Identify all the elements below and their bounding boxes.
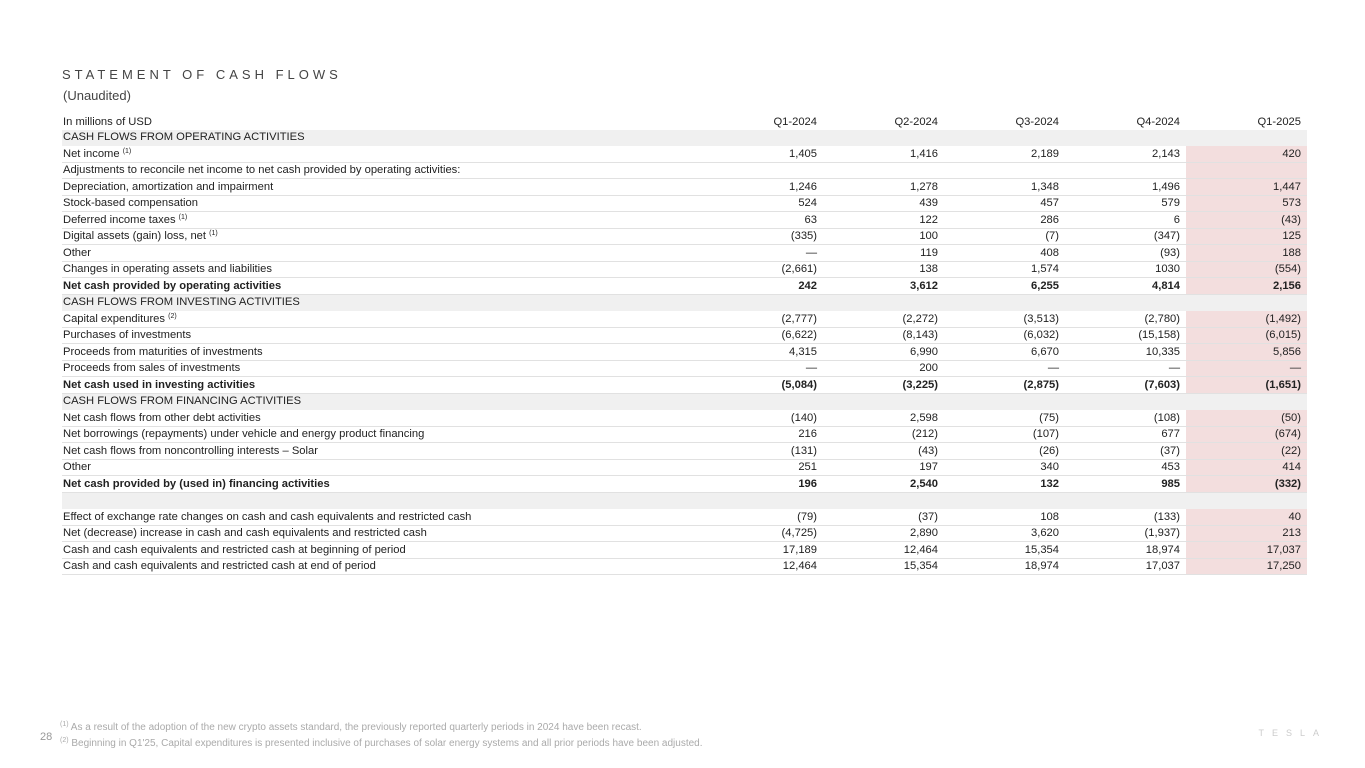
row-label xyxy=(62,261,702,278)
row-label xyxy=(62,393,702,410)
cell-value: 6 xyxy=(1065,212,1186,229)
cell-value: 524 xyxy=(702,195,823,212)
cell-value xyxy=(1186,393,1307,410)
cell-value: 1,416 xyxy=(823,146,944,163)
footnote-marker: (1) xyxy=(178,213,188,221)
row-label-text: Depreciation, amortization and impairment xyxy=(63,180,274,193)
row-label xyxy=(62,212,702,229)
row-label xyxy=(62,179,702,196)
row-label xyxy=(62,146,702,163)
row-label xyxy=(62,278,702,295)
cell-value: (131) xyxy=(702,443,823,460)
row-label xyxy=(62,130,702,146)
cell-value: (335) xyxy=(702,228,823,245)
cell-value: 122 xyxy=(823,212,944,229)
cell-value: (15,158) xyxy=(1065,327,1186,344)
cell-value: 1030 xyxy=(1065,261,1186,278)
cell-value: (6,622) xyxy=(702,327,823,344)
cell-value: 1,246 xyxy=(702,179,823,196)
cell-value: — xyxy=(702,360,823,377)
table-row xyxy=(62,327,1307,344)
row-label xyxy=(62,459,702,476)
cell-value: (79) xyxy=(702,509,823,526)
footnote-2 xyxy=(60,738,703,749)
cell-value: (1,651) xyxy=(1186,377,1307,394)
row-label-text: Proceeds from sales of investments xyxy=(63,362,241,374)
row-label-text: Net (decrease) increase in cash and cash equivalents and restricted cash xyxy=(63,527,427,539)
row-label-text: Adjustments to reconcile net income to net cash provided by operating activities: xyxy=(63,164,461,176)
cell-value: 10,335 xyxy=(1065,344,1186,361)
cell-value: 2,598 xyxy=(823,410,944,427)
row-label xyxy=(62,492,702,509)
footnote-text: As a result of the adoption of the new crypto assets standard, the previously reported quarterly periods in 2024 have been recast. xyxy=(70,722,642,733)
footnote-marker: (1) xyxy=(122,147,132,155)
row-label-text: Changes in operating assets and liabilities xyxy=(63,263,272,275)
cell-value: (332) xyxy=(1186,476,1307,493)
row-label-text: Net income xyxy=(63,147,120,160)
row-label xyxy=(62,426,702,443)
row-label-text: Purchases of investments xyxy=(63,329,192,341)
cell-value: (108) xyxy=(1065,410,1186,427)
cell-value: (5,084) xyxy=(702,377,823,394)
cell-value: (212) xyxy=(823,426,944,443)
column-header: Q2-2024 xyxy=(894,115,938,128)
cell-value: (347) xyxy=(1065,228,1186,245)
cell-value: (140) xyxy=(702,410,823,427)
cell-value: — xyxy=(1065,360,1186,377)
cell-value: 138 xyxy=(823,261,944,278)
row-label xyxy=(62,443,702,460)
cell-value: (6,015) xyxy=(1186,327,1307,344)
section-header-row xyxy=(62,294,1307,311)
table-row xyxy=(62,558,1307,575)
cell-value: 17,037 xyxy=(1065,558,1186,575)
table-row xyxy=(62,195,1307,212)
cell-value: (8,143) xyxy=(823,327,944,344)
cell-value: (4,725) xyxy=(702,525,823,542)
cell-value: 1,348 xyxy=(944,179,1065,196)
row-label xyxy=(62,311,702,328)
row-label xyxy=(62,410,702,427)
cell-value xyxy=(944,130,1065,146)
cell-value xyxy=(823,492,944,509)
cell-value: 2,156 xyxy=(1186,278,1307,295)
cell-value xyxy=(823,130,944,146)
cell-value xyxy=(1186,162,1307,179)
table-row xyxy=(62,509,1307,526)
cell-value: 100 xyxy=(823,228,944,245)
cell-value: 1,574 xyxy=(944,261,1065,278)
row-label-text: Net cash used in investing activities xyxy=(63,378,256,391)
cell-value: 108 xyxy=(944,509,1065,526)
cell-value: 408 xyxy=(944,245,1065,262)
cell-value: 18,974 xyxy=(944,558,1065,575)
cell-value: (2,272) xyxy=(823,311,944,328)
cell-value xyxy=(823,162,944,179)
cell-value xyxy=(1186,294,1307,311)
section-header-row xyxy=(62,393,1307,410)
cell-value: 18,974 xyxy=(1065,542,1186,559)
row-label-text: Other xyxy=(63,461,91,473)
cell-value: 63 xyxy=(702,212,823,229)
cell-value: 40 xyxy=(1186,509,1307,526)
cell-value xyxy=(1065,393,1186,410)
section-header-row xyxy=(62,130,1307,146)
cell-value: 677 xyxy=(1065,426,1186,443)
cell-value xyxy=(702,130,823,146)
cell-value: (22) xyxy=(1186,443,1307,460)
cell-value xyxy=(1065,162,1186,179)
row-label-text: Stock-based compensation xyxy=(63,197,198,209)
cell-value: 188 xyxy=(1186,245,1307,262)
row-label-text: Capital expenditures xyxy=(63,312,165,325)
cell-value: (1,937) xyxy=(1065,525,1186,542)
row-label-text: CASH FLOWS FROM OPERATING ACTIVITIES xyxy=(63,131,305,143)
row-label-text: Net cash provided by (used in) financing activities xyxy=(63,477,330,490)
unit-label: In millions of USD xyxy=(63,115,152,128)
row-label-text: Other xyxy=(63,246,91,259)
cell-value: (554) xyxy=(1186,261,1307,278)
cell-value: — xyxy=(702,245,823,262)
table-row xyxy=(62,179,1307,196)
cell-value: 1,405 xyxy=(702,146,823,163)
cell-value: 1,496 xyxy=(1065,179,1186,196)
row-label-text: Cash and cash equivalents and restricted cash at beginning of period xyxy=(63,543,406,556)
footnote-text: Beginning in Q1'25, Capital expenditures is presented inclusive of purchases of solar energy systems and all prior periods have been adjusted. xyxy=(71,738,703,749)
cell-value: 197 xyxy=(823,459,944,476)
cell-value: 17,189 xyxy=(702,542,823,559)
cell-value: 12,464 xyxy=(702,558,823,575)
row-label-text: Net cash flows from other debt activities xyxy=(63,411,261,424)
cell-value: 439 xyxy=(823,195,944,212)
table-row xyxy=(62,162,1307,179)
cell-value: 453 xyxy=(1065,459,1186,476)
cell-value: (43) xyxy=(1186,212,1307,229)
cell-value: — xyxy=(944,360,1065,377)
table-row xyxy=(62,542,1307,559)
cell-value: (6,032) xyxy=(944,327,1065,344)
cell-value: 457 xyxy=(944,195,1065,212)
row-label xyxy=(62,228,702,245)
cell-value: 6,670 xyxy=(944,344,1065,361)
cell-value: 251 xyxy=(702,459,823,476)
table-row xyxy=(62,311,1307,328)
cell-value xyxy=(1065,294,1186,311)
row-label xyxy=(62,162,702,179)
page-subtitle: (Unaudited) xyxy=(63,88,131,103)
cell-value: 216 xyxy=(702,426,823,443)
cell-value xyxy=(944,294,1065,311)
row-label xyxy=(62,294,702,311)
cell-value: (43) xyxy=(823,443,944,460)
table-row xyxy=(62,228,1307,245)
cell-value: (2,875) xyxy=(944,377,1065,394)
row-label-text: CASH FLOWS FROM INVESTING ACTIVITIES xyxy=(63,296,300,308)
column-header: Q3-2024 xyxy=(1015,115,1059,128)
cell-value: 15,354 xyxy=(823,558,944,575)
tesla-logo: TESLA xyxy=(1258,728,1327,738)
cell-value: 213 xyxy=(1186,525,1307,542)
cell-value xyxy=(702,294,823,311)
cell-value: 196 xyxy=(702,476,823,493)
cell-value: (37) xyxy=(823,509,944,526)
table-row xyxy=(62,410,1307,427)
table-row xyxy=(62,377,1307,394)
cell-value: (133) xyxy=(1065,509,1186,526)
cell-value xyxy=(1186,130,1307,146)
footnote-marker: (2) xyxy=(60,737,69,744)
cell-value xyxy=(944,393,1065,410)
cell-value: 12,464 xyxy=(823,542,944,559)
page-title: STATEMENT OF CASH FLOWS xyxy=(62,67,342,82)
cell-value: (2,777) xyxy=(702,311,823,328)
column-header: Q4-2024 xyxy=(1136,115,1180,128)
column-header: Q1-2024 xyxy=(773,115,817,128)
cell-value: 2,890 xyxy=(823,525,944,542)
cell-value: 4,814 xyxy=(1065,278,1186,295)
table-row xyxy=(62,212,1307,229)
cell-value: (50) xyxy=(1186,410,1307,427)
cell-value: 2,540 xyxy=(823,476,944,493)
cell-value: 2,189 xyxy=(944,146,1065,163)
cell-value xyxy=(702,162,823,179)
cell-value: 286 xyxy=(944,212,1065,229)
row-label-text: Digital assets (gain) loss, net xyxy=(63,230,207,242)
row-label-text: Net borrowings (repayments) under vehicle and energy product financing xyxy=(63,428,425,440)
table-row xyxy=(62,146,1307,163)
cell-value: 6,255 xyxy=(944,278,1065,295)
table-row xyxy=(62,426,1307,443)
row-label xyxy=(62,542,702,559)
footnote-marker: (1) xyxy=(60,721,69,728)
footnote-marker: (2) xyxy=(168,312,177,320)
row-label xyxy=(62,525,702,542)
row-label-text: Deferred income taxes xyxy=(63,213,176,226)
cell-value: (37) xyxy=(1065,443,1186,460)
cell-value xyxy=(1065,492,1186,509)
table-header-row xyxy=(62,114,1307,130)
row-label-text: Cash and cash equivalents and restricted cash at end of period xyxy=(63,560,376,572)
cell-value: 340 xyxy=(944,459,1065,476)
cell-value xyxy=(823,294,944,311)
cell-value: (75) xyxy=(944,410,1065,427)
row-label-text: Net cash provided by operating activities xyxy=(63,279,282,292)
cell-value: (674) xyxy=(1186,426,1307,443)
row-label xyxy=(62,377,702,394)
cell-value: 119 xyxy=(823,245,944,262)
cell-value: 17,250 xyxy=(1186,558,1307,575)
page-number: 28 xyxy=(40,731,53,743)
column-header: Q1-2025 xyxy=(1257,115,1301,128)
cell-value: 132 xyxy=(944,476,1065,493)
cell-value: (26) xyxy=(944,443,1065,460)
table-row xyxy=(62,525,1307,542)
row-label-text: CASH FLOWS FROM FINANCING ACTIVITIES xyxy=(63,395,302,407)
cell-value: 3,620 xyxy=(944,525,1065,542)
row-label xyxy=(62,509,702,526)
cell-value: 985 xyxy=(1065,476,1186,493)
cell-value: (2,780) xyxy=(1065,311,1186,328)
cell-value: (2,661) xyxy=(702,261,823,278)
row-label xyxy=(62,558,702,575)
cell-value xyxy=(702,492,823,509)
cell-value xyxy=(944,492,1065,509)
row-label xyxy=(62,360,702,377)
table-row xyxy=(62,476,1307,493)
row-label-text: Effect of exchange rate changes on cash and cash equivalents and restricted cash xyxy=(63,510,472,523)
cell-value: (107) xyxy=(944,426,1065,443)
row-label-text: Proceeds from maturities of investments xyxy=(63,345,263,358)
cell-value: (7,603) xyxy=(1065,377,1186,394)
cell-value: 17,037 xyxy=(1186,542,1307,559)
cell-value: 15,354 xyxy=(944,542,1065,559)
cell-value: (7) xyxy=(944,228,1065,245)
cell-value: 414 xyxy=(1186,459,1307,476)
cell-value: 579 xyxy=(1065,195,1186,212)
cell-value: 3,612 xyxy=(823,278,944,295)
row-label xyxy=(62,476,702,493)
row-label xyxy=(62,245,702,262)
table-row xyxy=(62,360,1307,377)
cell-value xyxy=(1186,492,1307,509)
row-label xyxy=(62,327,702,344)
spacer-row xyxy=(62,492,1307,509)
cell-value: (93) xyxy=(1065,245,1186,262)
cell-value: 200 xyxy=(823,360,944,377)
footnote-1 xyxy=(60,722,642,733)
cell-value: (3,225) xyxy=(823,377,944,394)
cell-value: 5,856 xyxy=(1186,344,1307,361)
cell-value xyxy=(702,393,823,410)
row-label xyxy=(62,344,702,361)
cell-value xyxy=(944,162,1065,179)
table-row xyxy=(62,278,1307,295)
cell-value xyxy=(823,393,944,410)
cash-flow-table-body xyxy=(62,114,1307,575)
footnote-marker: (1) xyxy=(209,230,218,237)
cell-value: — xyxy=(1186,360,1307,377)
row-label xyxy=(62,195,702,212)
cell-value: (3,513) xyxy=(944,311,1065,328)
cell-value: 242 xyxy=(702,278,823,295)
table-row xyxy=(62,261,1307,278)
table-row xyxy=(62,344,1307,361)
cell-value: 1,447 xyxy=(1186,179,1307,196)
cell-value: 125 xyxy=(1186,228,1307,245)
table-row xyxy=(62,245,1307,262)
cell-value: 6,990 xyxy=(823,344,944,361)
cell-value: 420 xyxy=(1186,146,1307,163)
cell-value: 2,143 xyxy=(1065,146,1186,163)
cell-value xyxy=(1065,130,1186,146)
cell-value: (1,492) xyxy=(1186,311,1307,328)
table-row xyxy=(62,443,1307,460)
table-row xyxy=(62,459,1307,476)
cash-flow-table xyxy=(62,114,1307,575)
row-label-text: Net cash flows from noncontrolling interests – Solar xyxy=(63,444,318,457)
cell-value: 573 xyxy=(1186,195,1307,212)
cell-value: 1,278 xyxy=(823,179,944,196)
cell-value: 4,315 xyxy=(702,344,823,361)
